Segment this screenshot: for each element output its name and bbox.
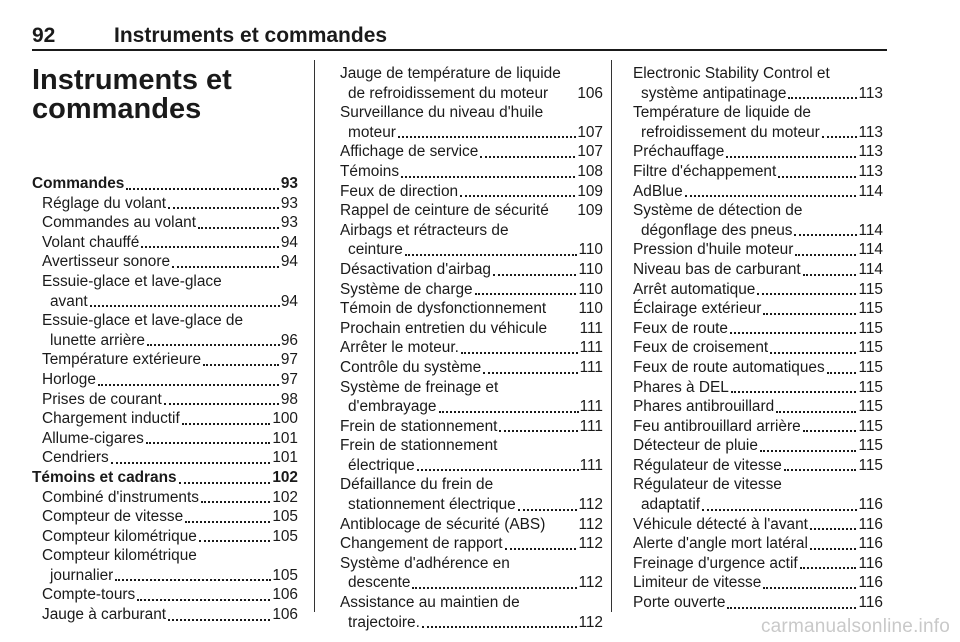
toc-page-number: 111 [579, 358, 603, 376]
toc-entry-label: Limiteur de vitesse [633, 574, 762, 592]
toc-entry-label: Allume-cigares [42, 429, 144, 447]
toc-entry-label: Cendriers [42, 449, 109, 467]
toc-entry-label: Arrêter le moteur. [340, 339, 459, 357]
toc-entry [633, 397, 883, 417]
dot-leader [730, 332, 856, 334]
toc-page-number: 112 [578, 496, 603, 514]
toc-entry-label: Jauge de température de liquide [340, 65, 561, 82]
toc-entry-label-continued: descente [348, 574, 411, 592]
toc-page-number: 111 [579, 417, 603, 435]
toc-entry-label: Feux de direction [340, 182, 459, 200]
toc-entry-label: Phares à DEL [633, 378, 729, 396]
toc-entry-label-continued: ceinture [348, 241, 403, 259]
dot-leader [770, 352, 856, 354]
dot-leader [794, 234, 857, 236]
toc-entry [633, 338, 883, 358]
dot-leader [126, 188, 279, 190]
toc-page-number: 101 [272, 429, 298, 447]
toc-entry [633, 319, 883, 339]
toc-entry-label: Electronic Stability Control et [633, 65, 830, 82]
toc-entry-label: Commandes [32, 175, 125, 192]
toc-entry [633, 142, 883, 162]
dot-leader [439, 411, 579, 413]
dot-leader [172, 266, 279, 268]
toc-entry-label: Système de charge [340, 280, 473, 298]
toc-page-number: 106 [272, 606, 298, 624]
dot-leader [726, 156, 856, 158]
toc-entry [32, 546, 298, 585]
toc-page-number: 102 [272, 488, 298, 506]
toc-page-number: 96 [280, 331, 298, 349]
toc-entry-label: Essuie-glace et lave-glace [42, 272, 222, 290]
toc-page-number: 114 [858, 221, 883, 239]
toc-page-number: 93 [280, 194, 298, 212]
dot-leader [412, 587, 577, 589]
toc-entry-label: Commandes au volant [42, 214, 196, 232]
toc-entry-label-continued: dégonflage des pneus [641, 221, 793, 239]
toc-list-3 [633, 64, 883, 613]
toc-page-number: 116 [858, 554, 883, 572]
toc-entry [32, 252, 298, 272]
toc-page-number: 114 [858, 260, 883, 278]
toc-entry [340, 417, 603, 437]
dot-leader [795, 254, 856, 256]
toc-entry [633, 103, 883, 142]
toc-page-number: 113 [858, 162, 883, 180]
toc-entry [32, 488, 298, 508]
toc-entry-label-continued: adaptatif [641, 496, 701, 514]
toc-page-number: 100 [272, 410, 298, 428]
toc-list-1 [32, 174, 298, 625]
toc-page-number: 116 [858, 496, 883, 514]
toc-entry-label: Changement de rapport [340, 535, 503, 553]
toc-entry-label: Phares antibrouillard [633, 398, 775, 416]
toc-entry-label: Feux de croisement [633, 339, 769, 357]
toc-page-number: 94 [280, 233, 298, 251]
toc-page-number: 115 [858, 339, 883, 357]
dot-leader [141, 246, 279, 248]
toc-page-number: 115 [858, 437, 883, 455]
toc-entry [340, 182, 603, 202]
toc-entry-label: Température de liquide de [633, 104, 811, 122]
toc-entry-label-continued: trajectoire. [348, 613, 420, 631]
toc-entry-label: Affichage de service [340, 143, 479, 161]
dot-leader [685, 195, 857, 197]
toc-entry-label: Prochain entretien du véhicule [340, 319, 548, 337]
dot-leader [147, 344, 280, 346]
toc-entry [32, 409, 298, 429]
dot-leader [702, 509, 857, 511]
dot-leader [499, 430, 577, 432]
toc-entry [633, 182, 883, 202]
toc-entry-label: Système de freinage et [340, 378, 499, 396]
toc-page-number: 116 [858, 515, 883, 533]
toc-entry [32, 507, 298, 527]
dot-leader [182, 423, 271, 425]
dot-leader [201, 501, 270, 503]
toc-entry [32, 272, 298, 311]
toc-page-number: 112 [578, 535, 603, 553]
toc-entry-label: Contrôle du système [340, 358, 482, 376]
toc-page-number: 109 [577, 202, 603, 220]
dot-leader [800, 567, 857, 569]
toc-section-heading [32, 468, 298, 488]
toc-entry [32, 448, 298, 468]
toc-entry [340, 221, 603, 260]
toc-page-number: 111 [579, 319, 603, 337]
toc-entry [633, 162, 883, 182]
toc-column-3 [633, 0, 883, 612]
toc-page-number: 105 [272, 527, 298, 545]
toc-entry-label: Compte-tours [42, 586, 136, 604]
toc-entry-label-continued: lunette arrière [50, 331, 145, 349]
toc-entry-label-continued: refroidissement du moteur [641, 123, 820, 141]
toc-page-number: 101 [272, 449, 298, 467]
toc-entry-label: Feux de route [633, 319, 728, 337]
toc-entry [32, 194, 298, 214]
toc-page-number: 115 [858, 378, 883, 396]
toc-page-number: 106 [577, 84, 603, 102]
dot-leader [731, 391, 857, 393]
running-title: Instruments et commandes [114, 24, 388, 47]
toc-entry-label: Filtre d'échappement [633, 162, 777, 180]
dot-leader [483, 372, 577, 374]
toc-entry [633, 475, 883, 514]
watermark: carmanualsonline.info [760, 616, 950, 637]
section-title-line-2: commandes [32, 93, 202, 125]
toc-page-number: 111 [579, 398, 603, 416]
toc-page-number: 107 [577, 123, 603, 141]
toc-entry-label: Éclairage extérieur [633, 300, 762, 318]
toc-column-2 [340, 0, 603, 631]
toc-entry-label: Régulateur de vitesse [633, 456, 782, 474]
toc-page-number: 112 [578, 613, 603, 631]
toc-entry-label: Prises de courant [42, 390, 162, 408]
dot-leader [168, 207, 279, 209]
toc-entry [340, 142, 603, 162]
toc-page-number: 112 [578, 574, 603, 592]
dot-leader [727, 607, 856, 609]
dot-leader [111, 462, 271, 464]
toc-page-number: 110 [578, 241, 603, 259]
dot-leader [168, 619, 270, 621]
dot-leader [422, 626, 578, 628]
toc-entry-label: Chargement inductif [42, 410, 180, 428]
dot-leader [518, 509, 578, 511]
toc-entry [340, 338, 603, 358]
toc-entry [32, 390, 298, 410]
toc-entry-label-continued: électrique [348, 456, 415, 474]
toc-entry [340, 515, 603, 535]
toc-entry [32, 350, 298, 370]
toc-entry [633, 593, 883, 613]
toc-page-number: 115 [858, 456, 883, 474]
toc-entry-label: Régulateur de vitesse [633, 476, 782, 494]
toc-entry-label-continued: journalier [50, 566, 114, 584]
toc-entry-label: Pression d'huile moteur [633, 241, 794, 259]
dot-leader [803, 430, 857, 432]
toc-entry [32, 527, 298, 547]
toc-page-number: 110 [578, 260, 603, 278]
toc-page-number: 108 [577, 162, 603, 180]
toc-page-number: 115 [858, 300, 883, 318]
toc-page-number: 115 [858, 358, 883, 376]
dot-leader [405, 254, 578, 256]
toc-page-number: 115 [858, 319, 883, 337]
toc-page-number: 93 [280, 175, 298, 192]
toc-entry [340, 260, 603, 280]
toc-entry [340, 64, 603, 103]
toc-entry-label: Témoins et cadrans [32, 468, 177, 486]
toc-entry-label-continued: avant [50, 292, 88, 310]
toc-entry-label: Avertisseur sonore [42, 253, 171, 271]
column-divider-2 [611, 60, 612, 612]
toc-entry-label-continued: système antipatinage [641, 84, 787, 102]
toc-entry-label: Arrêt automatique [633, 280, 756, 298]
dot-leader [784, 469, 857, 471]
toc-entry [633, 64, 883, 103]
toc-entry [32, 585, 298, 605]
toc-entry-label: Système d'adhérence en [340, 554, 510, 572]
toc-page-number: 113 [858, 143, 883, 161]
toc-page-number: 98 [280, 390, 298, 408]
toc-page-number: 115 [858, 280, 883, 298]
dot-leader [179, 482, 271, 484]
toc-page-number: 110 [578, 280, 603, 298]
toc-page-number: 105 [272, 566, 298, 584]
toc-page-number: 105 [272, 508, 298, 526]
dot-leader [803, 274, 857, 276]
toc-page-number: 110 [578, 300, 603, 318]
toc-entry-label: Niveau bas de carburant [633, 260, 801, 278]
toc-entry-label: Jauge à carburant [42, 606, 167, 624]
toc-entry-label: Défaillance du frein de [340, 476, 494, 494]
dot-leader [137, 599, 270, 601]
dot-leader [185, 521, 270, 523]
dot-leader [493, 274, 577, 276]
toc-entry [633, 515, 883, 535]
toc-entry-label: Antiblocage de sécurité (ABS) [340, 515, 546, 533]
section-title [32, 66, 232, 124]
dot-leader [475, 293, 577, 295]
dot-leader [776, 411, 856, 413]
toc-entry-label: Réglage du volant [42, 194, 167, 212]
toc-entry-label: Feu antibrouillard arrière [633, 417, 801, 435]
toc-entry-label: Frein de stationnement [340, 437, 498, 455]
toc-entry-label: Airbags et rétracteurs de [340, 221, 509, 239]
toc-entry-label: Essuie-glace et lave-glace de [42, 312, 244, 330]
dot-leader [115, 579, 271, 581]
dot-leader [480, 156, 575, 158]
toc-entry-label: Température extérieure [42, 351, 202, 369]
toc-entry-label: Témoin de dysfonctionnement [340, 300, 547, 318]
toc-entry [633, 573, 883, 593]
section-title-line-1: Instruments et [32, 64, 232, 96]
dot-leader [827, 372, 857, 374]
toc-entry [32, 370, 298, 390]
toc-page-number: 109 [577, 182, 603, 200]
column-divider-1 [314, 60, 315, 612]
toc-entry [633, 299, 883, 319]
toc-entry [633, 436, 883, 456]
toc-entry [340, 554, 603, 593]
dot-leader [146, 442, 271, 444]
toc-entry-label: Rappel de ceinture de sécurité [340, 202, 549, 220]
toc-entry [633, 280, 883, 300]
toc-entry [633, 358, 883, 378]
toc-entry-label: Alerte d'angle mort latéral [633, 535, 808, 553]
toc-page-number: 112 [578, 515, 603, 533]
toc-entry-label: Désactivation d'airbag [340, 260, 491, 278]
toc-page-number: 113 [858, 123, 883, 141]
toc-entry [340, 475, 603, 514]
toc-page-number: 93 [280, 214, 298, 232]
toc-entry [340, 534, 603, 554]
toc-page-number: 115 [858, 398, 883, 416]
toc-column-1 [32, 0, 298, 624]
toc-entry-label: Horloge [42, 370, 96, 388]
toc-page-number: 116 [858, 535, 883, 553]
toc-entry [32, 213, 298, 233]
toc-entry [340, 378, 603, 417]
dot-leader [763, 587, 856, 589]
toc-entry [633, 260, 883, 280]
toc-page-number: 94 [280, 253, 298, 271]
toc-entry-label: Combiné d'instruments [42, 488, 199, 506]
toc-page-number: 113 [858, 84, 883, 102]
toc-entry [340, 103, 603, 142]
toc-entry-label-continued: de refroidissement du moteur [348, 84, 549, 102]
toc-entry-label: Compteur kilométrique [42, 527, 197, 545]
toc-entry-label: Compteur kilométrique [42, 547, 197, 565]
toc-entry-label: Véhicule détecté à l'avant [633, 515, 808, 533]
toc-page-number: 111 [579, 339, 603, 357]
toc-entry [340, 319, 603, 339]
toc-entry-label: Freinage d'urgence actif [633, 554, 798, 572]
toc-entry [633, 554, 883, 574]
toc-entry-label: Compteur de vitesse [42, 508, 184, 526]
toc-entry [340, 299, 603, 319]
toc-entry [633, 378, 883, 398]
toc-entry [340, 280, 603, 300]
toc-entry-label: Préchauffage [633, 143, 725, 161]
toc-entry-label: Frein de stationnement [340, 417, 498, 435]
dot-leader [760, 450, 857, 452]
toc-page-number: 102 [272, 468, 298, 486]
toc-entry [340, 436, 603, 475]
toc-page-number: 97 [280, 370, 298, 388]
dot-leader [198, 227, 279, 229]
toc-entry-label: Surveillance du niveau d'huile [340, 104, 544, 122]
toc-entry [32, 311, 298, 350]
toc-entry [32, 605, 298, 625]
toc-entry [633, 201, 883, 240]
toc-entry [32, 233, 298, 253]
toc-entry-label: Assistance au maintien de [340, 594, 520, 612]
toc-entry-label-continued: moteur [348, 123, 396, 141]
dot-leader [417, 469, 579, 471]
dot-leader [203, 364, 279, 366]
toc-page-number: 106 [272, 586, 298, 604]
toc-page-number: 94 [280, 292, 298, 310]
toc-entry [32, 429, 298, 449]
toc-page-number: 114 [858, 182, 883, 200]
toc-entry-label: Système de détection de [633, 202, 803, 220]
dot-leader [398, 136, 576, 138]
dot-leader [757, 293, 856, 295]
toc-entry [633, 534, 883, 554]
dot-leader [788, 97, 857, 99]
toc-entry [633, 456, 883, 476]
dot-leader [505, 548, 577, 550]
toc-list-2 [340, 64, 603, 632]
dot-leader [90, 305, 280, 307]
toc-entry-label: Témoins [340, 162, 400, 180]
dot-leader [810, 548, 857, 550]
dot-leader [778, 176, 856, 178]
toc-page-number: 97 [280, 351, 298, 369]
page-number: 92 [32, 24, 56, 47]
toc-entry [633, 240, 883, 260]
toc-entry [340, 162, 603, 182]
toc-entry [340, 358, 603, 378]
toc-page-number: 116 [858, 574, 883, 592]
toc-entry [633, 417, 883, 437]
dot-leader [461, 352, 578, 354]
toc-page-number: 107 [577, 143, 603, 161]
dot-leader [822, 136, 858, 138]
dot-leader [98, 384, 279, 386]
toc-page-number: 114 [858, 241, 883, 259]
toc-entry-label: Feux de route automatiques [633, 358, 825, 376]
toc-entry-label-continued: stationnement électrique [348, 496, 516, 514]
toc-entry-label: Volant chauffé [42, 233, 140, 251]
toc-entry-label-continued: d'embrayage [348, 398, 437, 416]
toc-page-number: 115 [858, 417, 883, 435]
toc-entry [340, 201, 603, 221]
toc-page-number: 111 [579, 456, 603, 474]
toc-entry [340, 593, 603, 632]
dot-leader [199, 540, 270, 542]
dot-leader [810, 528, 857, 530]
toc-entry-label: Détecteur de pluie [633, 437, 758, 455]
dot-leader [460, 195, 575, 197]
dot-leader [401, 176, 575, 178]
toc-page-number: 116 [858, 594, 883, 612]
toc-entry-label: Porte ouverte [633, 594, 726, 612]
toc-entry-label: AdBlue [633, 182, 683, 200]
toc-section-heading [32, 174, 298, 194]
dot-leader [164, 403, 279, 405]
dot-leader [763, 313, 856, 315]
